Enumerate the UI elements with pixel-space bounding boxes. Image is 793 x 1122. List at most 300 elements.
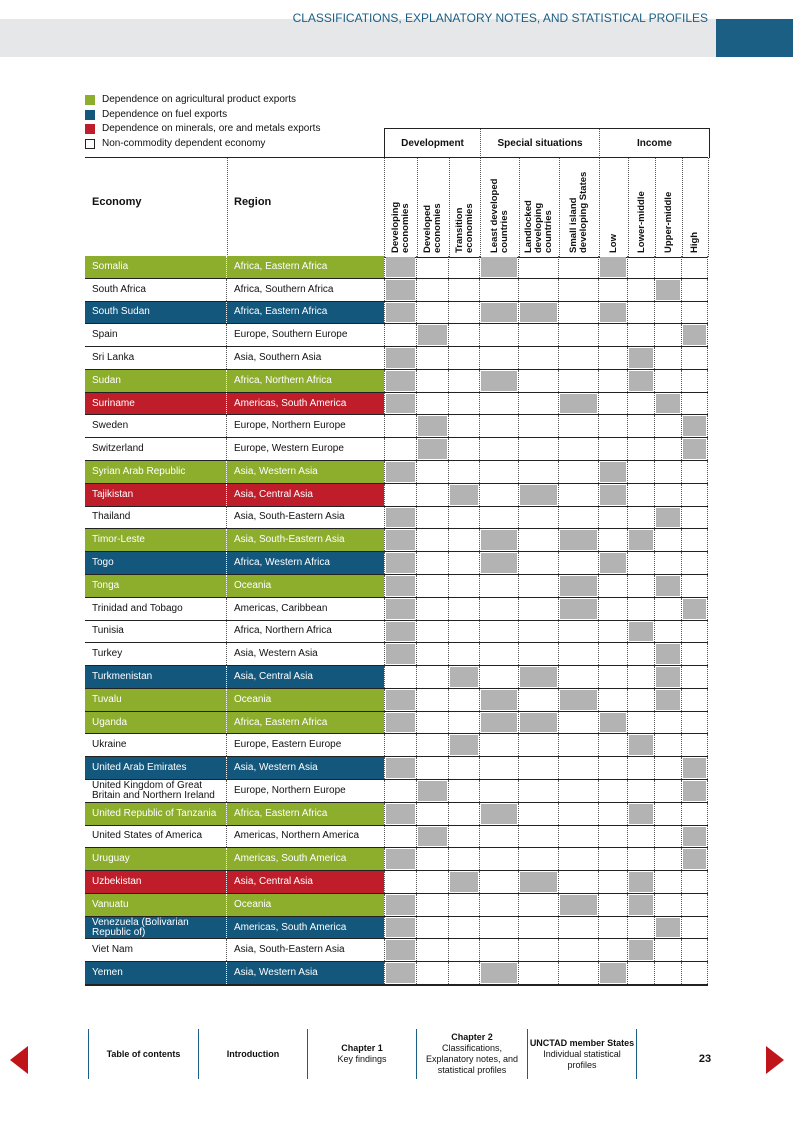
classification-cell xyxy=(519,598,559,620)
classification-cell xyxy=(655,598,682,620)
economy-cell: United Kingdom of Great Britain and Northern Ireland xyxy=(85,780,227,802)
column-header-line: Developing xyxy=(389,201,401,253)
classification-cell xyxy=(417,894,449,916)
table-row xyxy=(85,894,708,917)
footer-nav xyxy=(0,1026,793,1082)
header-divider xyxy=(655,158,656,257)
classification-cell xyxy=(655,826,682,848)
classification-cell xyxy=(449,803,480,825)
region-cell: Europe, Northern Europe xyxy=(227,415,384,437)
classification-cell xyxy=(599,256,628,278)
region-cell: Asia, Western Asia xyxy=(227,643,384,665)
classification-cell xyxy=(384,302,417,324)
classification-cell xyxy=(384,826,417,848)
classification-cell xyxy=(599,415,628,437)
classification-cell xyxy=(519,256,559,278)
column-header-line: Developed xyxy=(422,204,433,253)
classification-cell xyxy=(449,598,480,620)
classification-cell xyxy=(519,666,559,688)
classification-cell xyxy=(449,917,480,939)
classification-cell xyxy=(480,415,519,437)
classification-cell xyxy=(384,529,417,551)
legend-label: Dependence on fuel exports xyxy=(102,108,228,120)
economy-cell: Somalia xyxy=(85,256,227,278)
header-divider xyxy=(417,158,418,257)
region-cell: Americas, South America xyxy=(227,393,384,415)
classification-cell xyxy=(599,279,628,301)
classification-cell xyxy=(519,917,559,939)
column-header xyxy=(568,171,589,253)
classification-cell xyxy=(559,347,599,369)
classification-cell xyxy=(682,643,708,665)
classification-cell xyxy=(655,393,682,415)
classification-cell xyxy=(559,461,599,483)
classification-cell xyxy=(628,757,655,779)
region-cell: Asia, Central Asia xyxy=(227,871,384,893)
region-cell: Asia, South-Eastern Asia xyxy=(227,507,384,529)
column-header-line: countries xyxy=(543,210,554,253)
table-row xyxy=(85,302,708,325)
classification-cell xyxy=(417,279,449,301)
classification-cell xyxy=(417,939,449,961)
region-cell: Asia, Southern Asia xyxy=(227,347,384,369)
classification-cell xyxy=(417,552,449,574)
nav-member-states[interactable] xyxy=(528,1026,636,1082)
nav-ch2-title: Chapter 2 xyxy=(451,1032,493,1042)
classification-cell xyxy=(417,370,449,392)
classification-cell xyxy=(599,689,628,711)
header-divider xyxy=(449,158,450,257)
classification-cell xyxy=(417,917,449,939)
region-cell: Oceania xyxy=(227,689,384,711)
classification-cell xyxy=(519,461,559,483)
table-row xyxy=(85,621,708,644)
classification-cell xyxy=(682,370,708,392)
classification-cell xyxy=(480,279,519,301)
classification-cell xyxy=(449,302,480,324)
region-cell: Americas, South America xyxy=(227,917,384,939)
table-row xyxy=(85,643,708,666)
classification-cell xyxy=(519,370,559,392)
classification-cell xyxy=(480,529,519,551)
classification-cell xyxy=(519,757,559,779)
classification-cell xyxy=(449,347,480,369)
classification-cell xyxy=(519,894,559,916)
classification-cell xyxy=(628,529,655,551)
classification-cell xyxy=(480,347,519,369)
classification-cell xyxy=(655,529,682,551)
classification-cell xyxy=(384,689,417,711)
region-cell: Europe, Northern Europe xyxy=(227,780,384,802)
classification-cell xyxy=(628,347,655,369)
column-header-line: Low xyxy=(607,234,619,253)
classification-cell xyxy=(480,393,519,415)
classification-cell xyxy=(417,415,449,437)
region-cell: Africa, Southern Africa xyxy=(227,279,384,301)
economy-cell: Ukraine xyxy=(85,734,227,756)
classification-cell xyxy=(417,529,449,551)
nav-chapter-1[interactable] xyxy=(308,1026,416,1082)
column-header xyxy=(523,200,554,253)
classification-cell xyxy=(519,848,559,870)
classification-cell xyxy=(384,256,417,278)
classification-cell xyxy=(599,666,628,688)
classification-cell xyxy=(417,871,449,893)
region-cell: Americas, Northern America xyxy=(227,826,384,848)
classification-cell xyxy=(384,917,417,939)
classification-cell xyxy=(655,666,682,688)
classification-cell xyxy=(682,734,708,756)
classification-cell xyxy=(519,438,559,460)
header-divider xyxy=(480,158,481,257)
header-divider xyxy=(628,158,629,257)
classification-cell xyxy=(559,552,599,574)
classification-cell xyxy=(628,871,655,893)
classification-cell xyxy=(655,575,682,597)
classification-cell xyxy=(559,507,599,529)
column-header-line: developing xyxy=(533,202,544,253)
table-body xyxy=(85,256,708,986)
section-header-0: Development xyxy=(385,129,481,158)
classification-cell xyxy=(417,848,449,870)
classification-cell xyxy=(628,894,655,916)
classification-cell xyxy=(559,962,599,984)
classification-cell xyxy=(559,598,599,620)
column-header-line: Least developed xyxy=(488,178,500,253)
table-row xyxy=(85,848,708,871)
economy-cell: Vanuatu xyxy=(85,894,227,916)
classification-cell xyxy=(682,347,708,369)
classification-cell xyxy=(682,894,708,916)
classification-cell xyxy=(599,962,628,984)
classification-cell xyxy=(384,552,417,574)
classification-cell xyxy=(655,803,682,825)
classification-cell xyxy=(599,826,628,848)
classification-cell xyxy=(682,324,708,346)
classification-cell xyxy=(628,279,655,301)
economy-cell: Trinidad and Tobago xyxy=(85,598,227,620)
table-row xyxy=(85,415,708,438)
classification-cell xyxy=(480,324,519,346)
classification-cell xyxy=(449,939,480,961)
classification-cell xyxy=(417,962,449,984)
classification-cell xyxy=(449,666,480,688)
classification-cell xyxy=(519,689,559,711)
classification-cell xyxy=(449,256,480,278)
region-cell: Europe, Eastern Europe xyxy=(227,734,384,756)
section-header-2: Income xyxy=(636,138,672,149)
classification-cell xyxy=(519,826,559,848)
footer-divider xyxy=(636,1029,637,1079)
table-row xyxy=(85,575,708,598)
classification-cell xyxy=(384,621,417,643)
region-cell: Africa, Northern Africa xyxy=(227,621,384,643)
classification-cell xyxy=(655,939,682,961)
economy-cell: Thailand xyxy=(85,507,227,529)
economy-cell: Viet Nam xyxy=(85,939,227,961)
classification-cell xyxy=(559,689,599,711)
classification-cell xyxy=(384,757,417,779)
classification-cell xyxy=(449,484,480,506)
classification-cell xyxy=(655,507,682,529)
classification-cell xyxy=(449,393,480,415)
classification-cell xyxy=(599,621,628,643)
table-row xyxy=(85,826,708,849)
region-cell: Europe, Southern Europe xyxy=(227,324,384,346)
classification-cell xyxy=(417,826,449,848)
classification-cell xyxy=(519,871,559,893)
classification-cell xyxy=(480,507,519,529)
classification-cell xyxy=(655,621,682,643)
classification-cell xyxy=(599,302,628,324)
classification-cell xyxy=(449,757,480,779)
classification-cell xyxy=(480,939,519,961)
classification-cell xyxy=(384,643,417,665)
table-row xyxy=(85,734,708,757)
table-row xyxy=(85,256,708,279)
classification-cell xyxy=(384,393,417,415)
economy-cell: Uzbekistan xyxy=(85,871,227,893)
classification-cell xyxy=(449,826,480,848)
classification-cell xyxy=(417,803,449,825)
header-divider xyxy=(384,158,385,257)
economy-cell: Sudan xyxy=(85,370,227,392)
economy-cell: Suriname xyxy=(85,393,227,415)
nav-toc-label: Table of contents xyxy=(106,1048,181,1059)
classification-cell xyxy=(682,803,708,825)
table-row xyxy=(85,803,708,826)
classification-cell xyxy=(449,461,480,483)
economy-cell: Turkmenistan xyxy=(85,666,227,688)
classification-cell xyxy=(599,393,628,415)
classification-cell xyxy=(384,803,417,825)
economy-cell: Turkey xyxy=(85,643,227,665)
classification-cell xyxy=(682,621,708,643)
column-header-line: developing States xyxy=(578,171,589,253)
classification-cell xyxy=(559,438,599,460)
classification-cell xyxy=(559,370,599,392)
classification-cell xyxy=(449,734,480,756)
classification-cell xyxy=(559,666,599,688)
classification-cell xyxy=(655,643,682,665)
nav-chapter-2[interactable] xyxy=(417,1026,527,1082)
classification-cell xyxy=(417,757,449,779)
legend-swatch xyxy=(85,139,95,149)
table-row xyxy=(85,552,708,575)
classification-cell xyxy=(480,552,519,574)
table-row xyxy=(85,939,708,962)
classification-cell xyxy=(655,347,682,369)
region-cell: Africa, Northern Africa xyxy=(227,370,384,392)
classification-cell xyxy=(417,621,449,643)
classification-cell xyxy=(628,461,655,483)
classification-cell xyxy=(384,347,417,369)
nav-ch2-sub1: Classifications, xyxy=(441,1043,503,1053)
header-divider xyxy=(599,158,600,257)
classification-cell xyxy=(480,917,519,939)
next-page-arrow-icon[interactable] xyxy=(766,1046,784,1074)
region-cell: Africa, Eastern Africa xyxy=(227,712,384,734)
classification-cell xyxy=(682,438,708,460)
classification-cell xyxy=(417,324,449,346)
classification-cell xyxy=(480,484,519,506)
classification-cell xyxy=(599,598,628,620)
nav-ch2-sub2: Explanatory notes, and xyxy=(425,1054,519,1064)
classification-cell xyxy=(449,780,480,802)
region-cell: Africa, Eastern Africa xyxy=(227,302,384,324)
region-cell: Europe, Western Europe xyxy=(227,438,384,460)
table-row xyxy=(85,712,708,735)
classification-cell xyxy=(384,871,417,893)
classification-cell xyxy=(519,507,559,529)
classification-cell xyxy=(417,302,449,324)
classification-cell xyxy=(417,347,449,369)
classification-cell xyxy=(384,780,417,802)
economy-cell: Uruguay xyxy=(85,848,227,870)
classification-cell xyxy=(682,256,708,278)
classification-cell xyxy=(519,939,559,961)
classification-cell xyxy=(559,302,599,324)
classification-cell xyxy=(628,621,655,643)
region-cell: Asia, Western Asia xyxy=(227,757,384,779)
classification-cell xyxy=(682,780,708,802)
legend-swatch xyxy=(85,110,95,120)
classification-cell xyxy=(655,302,682,324)
nav-ch1-title: Chapter 1 xyxy=(341,1043,383,1053)
classification-cell xyxy=(628,734,655,756)
classification-cell xyxy=(384,598,417,620)
classification-cell xyxy=(628,848,655,870)
classification-cell xyxy=(682,712,708,734)
classification-cell xyxy=(449,575,480,597)
classification-cell xyxy=(655,438,682,460)
classification-cell xyxy=(519,780,559,802)
economy-cell: United States of America xyxy=(85,826,227,848)
classification-cell xyxy=(519,621,559,643)
classification-cell xyxy=(655,780,682,802)
classification-cell xyxy=(655,712,682,734)
classification-cell xyxy=(384,575,417,597)
classification-cell xyxy=(682,507,708,529)
classification-cell xyxy=(599,461,628,483)
classification-cell xyxy=(417,256,449,278)
classification-cell xyxy=(655,415,682,437)
column-section-headers xyxy=(384,128,710,158)
classification-cell xyxy=(682,461,708,483)
table-row xyxy=(85,507,708,530)
classification-cell xyxy=(682,552,708,574)
classification-cell xyxy=(599,939,628,961)
nav-members-sub2: profiles xyxy=(567,1059,597,1070)
classification-cell xyxy=(628,256,655,278)
classification-cell xyxy=(449,415,480,437)
classification-cell xyxy=(655,734,682,756)
legend-swatch xyxy=(85,95,95,105)
classification-cell xyxy=(519,575,559,597)
classification-cell xyxy=(682,689,708,711)
table-row xyxy=(85,780,708,803)
classification-cell xyxy=(480,962,519,984)
classification-cell xyxy=(655,848,682,870)
classification-cell xyxy=(449,370,480,392)
classification-cell xyxy=(519,529,559,551)
classification-cell xyxy=(417,643,449,665)
column-header xyxy=(453,203,475,253)
economy-cell: Tunisia xyxy=(85,621,227,643)
classification-cell xyxy=(519,803,559,825)
classification-cell xyxy=(559,780,599,802)
classification-cell xyxy=(682,484,708,506)
classification-cell xyxy=(384,848,417,870)
classification-cell xyxy=(384,734,417,756)
classification-cell xyxy=(384,324,417,346)
column-header xyxy=(690,232,698,253)
nav-table-of-contents[interactable] xyxy=(89,1026,198,1082)
classification-cell xyxy=(519,734,559,756)
classification-cell xyxy=(628,302,655,324)
classification-cell xyxy=(449,871,480,893)
table-row xyxy=(85,324,708,347)
classification-cell xyxy=(628,393,655,415)
column-header-line: Landlocked xyxy=(523,200,534,253)
classification-cell xyxy=(599,324,628,346)
classification-cell xyxy=(682,917,708,939)
classification-cell xyxy=(628,575,655,597)
classification-cell xyxy=(599,894,628,916)
economy-cell: Yemen xyxy=(85,962,227,984)
header-divider xyxy=(519,158,520,257)
column-header xyxy=(488,178,510,253)
classification-cell xyxy=(599,917,628,939)
classification-cell xyxy=(449,279,480,301)
table-row xyxy=(85,347,708,370)
column-header xyxy=(609,234,617,253)
classification-cell xyxy=(449,438,480,460)
table-row xyxy=(85,962,708,985)
classification-cell xyxy=(417,666,449,688)
header-accent-block xyxy=(716,19,793,57)
classification-cell xyxy=(519,712,559,734)
classification-cell xyxy=(480,575,519,597)
classification-cell xyxy=(599,643,628,665)
legend-label: Dependence on agricultural product exports xyxy=(102,94,297,105)
region-cell: Oceania xyxy=(227,575,384,597)
classification-cell xyxy=(599,848,628,870)
classification-cell xyxy=(417,393,449,415)
classification-cell xyxy=(559,712,599,734)
column-header xyxy=(664,192,672,253)
classification-cell xyxy=(628,507,655,529)
classification-cell xyxy=(559,393,599,415)
classification-cell xyxy=(480,871,519,893)
classification-cell xyxy=(480,621,519,643)
classification-cell xyxy=(599,529,628,551)
classification-cell xyxy=(519,302,559,324)
region-cell: Americas, South America xyxy=(227,848,384,870)
column-header-line: Lower-middle xyxy=(635,191,647,253)
table-row xyxy=(85,393,708,416)
classification-cell xyxy=(682,575,708,597)
classification-cell xyxy=(655,461,682,483)
region-cell: Africa, Eastern Africa xyxy=(227,256,384,278)
region-cell: Asia, South-Eastern Asia xyxy=(227,529,384,551)
classification-cell xyxy=(599,871,628,893)
economy-column-header: Economy xyxy=(92,196,142,208)
economy-cell: South Africa xyxy=(85,279,227,301)
nav-introduction[interactable] xyxy=(199,1026,307,1082)
classification-cell xyxy=(417,734,449,756)
classification-cell xyxy=(449,894,480,916)
